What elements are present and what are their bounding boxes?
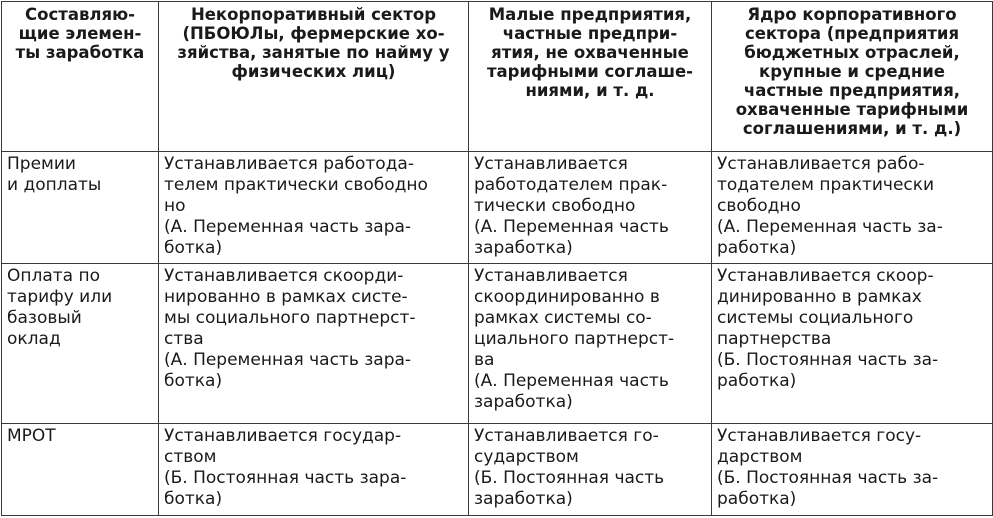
cell-core: Устанавливается скоор- динированно в рамках системы социального партнерства (Б. Постоянная часть за- работка) bbox=[712, 264, 993, 424]
header-components: Составляю- щие элемен- ты заработка bbox=[2, 2, 159, 152]
header-corporate-core: Ядро корпоративного сектора (предприятия бюджетных отраслей, крупные и средние частные предприятия, охваченные тарифными соглашениями, и т. д.) bbox=[712, 2, 993, 152]
cell-core: Устанавливается госу- дарством (Б. Постоянная часть за- работка) bbox=[712, 424, 993, 516]
cell-small: Устанавливается го- сударством (Б. Постоянная часть заработка) bbox=[469, 424, 712, 516]
header-noncorporate-sector: Некорпоративный сектор (ПБОЮЛы, фермерские хо- зяйства, занятые по найму у физических лиц) bbox=[159, 2, 469, 152]
table-row bbox=[2, 424, 993, 516]
cell-small: Устанавливается работодателем прак- тически свободно (А. Переменная часть заработка) bbox=[469, 152, 712, 264]
header-row bbox=[2, 2, 993, 152]
cell-element: МРОТ bbox=[2, 424, 159, 516]
salary-components-table bbox=[1, 1, 993, 516]
cell-noncorporate: Устанавливается скоорди- нированно в рамках систе- мы социального партнерст- ства (А. Переменная часть зара- ботка) bbox=[159, 264, 469, 424]
cell-noncorporate: Устанавливается работода- телем практически свободно но (А. Переменная часть зара- ботка) bbox=[159, 152, 469, 264]
cell-element: Премии и доплаты bbox=[2, 152, 159, 264]
cell-small: Устанавливается скоординированно в рамках системы со- циального партнерст- ва (А. Переменная часть заработка) bbox=[469, 264, 712, 424]
cell-noncorporate: Устанавливается государ- ством (Б. Постоянная часть зара- ботка) bbox=[159, 424, 469, 516]
table-row bbox=[2, 264, 993, 424]
cell-core: Устанавливается рабо- тодателем практически свободно (А. Переменная часть за- работка) bbox=[712, 152, 993, 264]
table-row bbox=[2, 152, 993, 264]
header-small-enterprises: Малые предприятия, частные предпри- ятия, не охваченные тарифными соглаше- ниями, и т. д. bbox=[469, 2, 712, 152]
cell-element: Оплата по тарифу или базовый оклад bbox=[2, 264, 159, 424]
